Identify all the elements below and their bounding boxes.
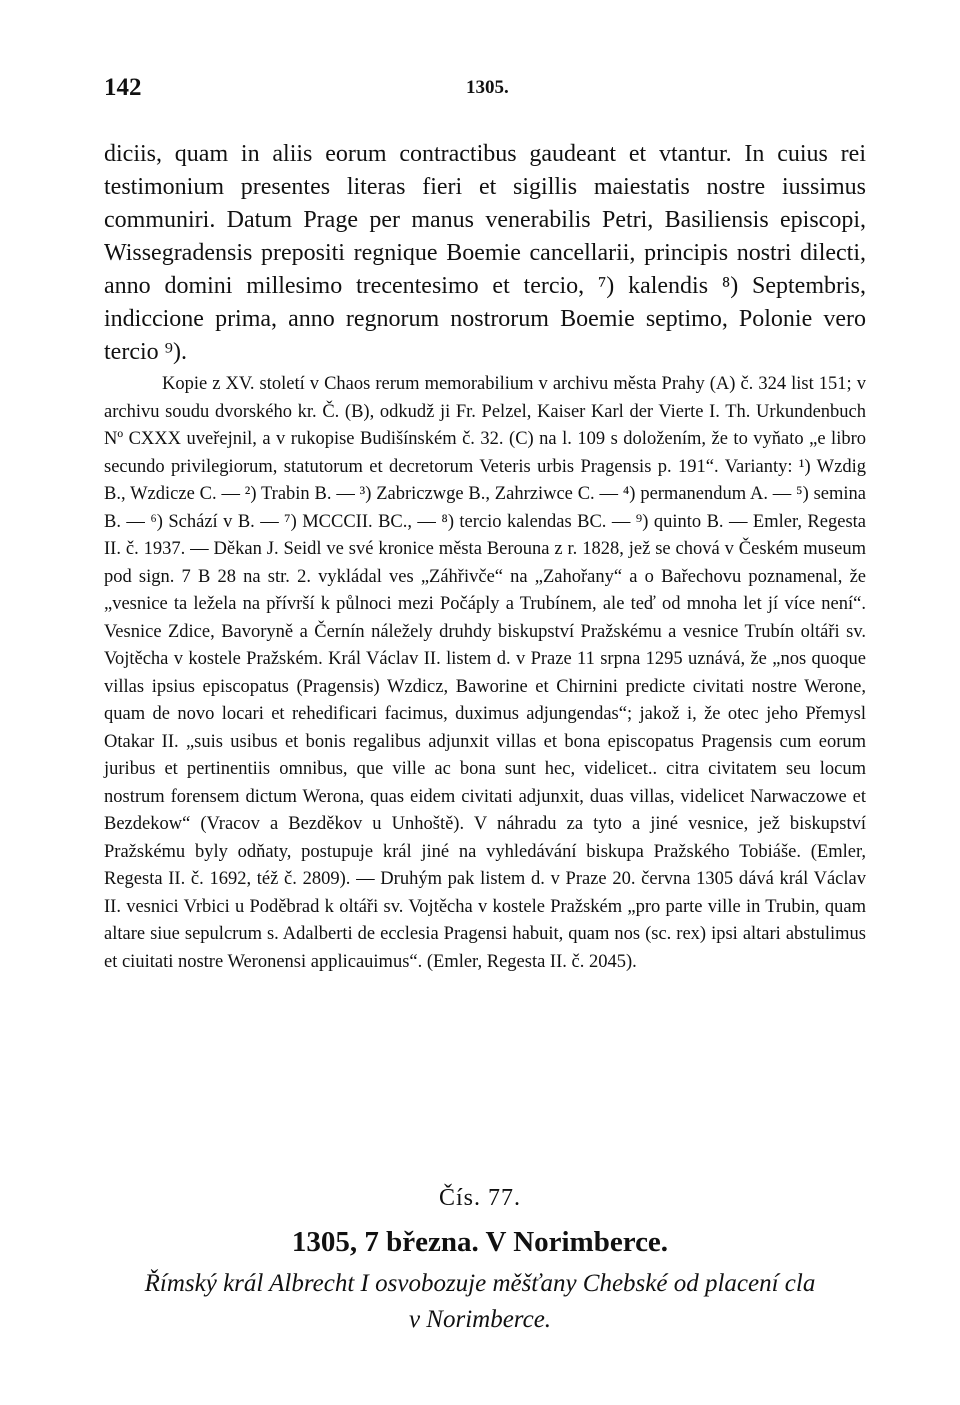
regest-line-2: v Norimberce.: [408, 1306, 552, 1333]
page-number: 142: [104, 74, 142, 101]
document-regest: [100, 1266, 860, 1338]
editorial-notes: [104, 371, 866, 976]
charter-paragraph: diciis, quam in aliis eorum contractibus gaudeant et vtantur. In cuius rei testimonium presentes literas fieri et sigillis maiestatis nostre iussimus communiri. Datum Prage per manus venerabilis Petri, Basiliensis episcopi, Wissegradensis prepositi regnique Boemie cancellarii, principis nostri dilecti, anno domini millesimo trecentesimo et tercio, ⁷) kalendis ⁸) Septembris, indiccione prima, anno regnorum nostrorum Boemie septimo, Polonie vero tercio ⁹).: [104, 141, 866, 365]
regest-line-1: Římský král Albrecht I osvobozuje měšťany Chebské od placení cla: [144, 1270, 816, 1297]
document-number: Čís. 77.: [438, 1185, 521, 1211]
document-date-place: 1305, 7 března. V Norimberce.: [291, 1226, 669, 1258]
charter-text: [104, 138, 866, 369]
page-header: [104, 74, 864, 104]
notes-paragraph: Kopie z XV. století v Chaos rerum memorabilium v archivu města Prahy (A) č. 324 list 151; v archivu soudu dvorského kr. Č. (B), odkudž ji Fr. Pelzel, Kaiser Karl der Vierte I. Th. Urkundenbuch Nº CXXX uveřejnil, a v rukopise Budišínském č. 32. (C) na l. 109 s doložením, že to vyňato „e libro secundo privilegiorum, statutorum et decretorum Veteris urbis Pragensis p. 191“. Varianty: ¹) Wzdig B., Wzdicze C. — ²) Trabin B. — ³) Zabriczwge B., Zahrziwce C. — ⁴) permanendum A. — ⁵) semina B. — ⁶) Schází v B. — ⁷) MCCCII. BC., — ⁸) tercio kalendas BC. — ⁹) quinto B. — Emler, Regesta II. č. 1937. — Děkan J. Seidl ve své kronice města Berouna z r. 1828, jež se chová v Českém museum pod sign. 7 B 28 na str. 2. vykládal ves „Záhřivče“ na „Zahořany“ a o Bařechovu poznamenal, že „vesnice ta ležela na přívrší k půlnoci mezi Počáply a Trubínem, ale teď od mnoha let jí více není“. Vesnice Zdice, Bavoryně a Černín náležely druhdy biskupství Pražskému a vesnice Trubín oltáři sv. Vojtěcha v kostele Pražském. Král Václav II. listem d. v Praze 11 srpna 1295 uznává, že „nos quoque villas ipsius episcopatus (Pragensis) Wzdicz, Baworine et Chirnini predicte civitati nostre Werone, quam de novo locari et rehedificari facimus, duximus adjungendas“; jakož i, že otec jeho Přemysl Otakar II. „suis usibus et bonis regalibus adjunxit villas et bona episcopatus Pragensis cum eorum juribus et pertinentiis omnibus, que ville ac bona sunt hec, videlicet.. citra civitatem seu locum nostrum forensem dictum Werona, quas eidem civitati adjunxit, duas villas, videlicet Narwaczowe et Bezdekow“ (Vracov a Bezděkov u Unhoště). V náhradu za tyto a jiné vesnice, jež biskupství Pražskému byly odňaty, postupuje král jiné na vyhledávání biskupa Pražského Tobiáše. (Emler, Regesta II. č. 1692, též č. 2809). — Druhým pak listem d. v Praze 20. června 1305 dává král Václav II. vesnici Vrbici u Poděbrad k oltáři sv. Vojtěcha v kostele Pražském „pro parte ville in Trubin, quam altare siue sepulcrum s. Adalberti de ecclesia Pragensi habuit, quam nos (sc. rex) ipsi altari abstulimus et ciuitati nostre Weronensi applicauimus“. (Emler, Regesta II. č. 2045).: [104, 374, 866, 972]
running-year: 1305.: [466, 77, 509, 98]
